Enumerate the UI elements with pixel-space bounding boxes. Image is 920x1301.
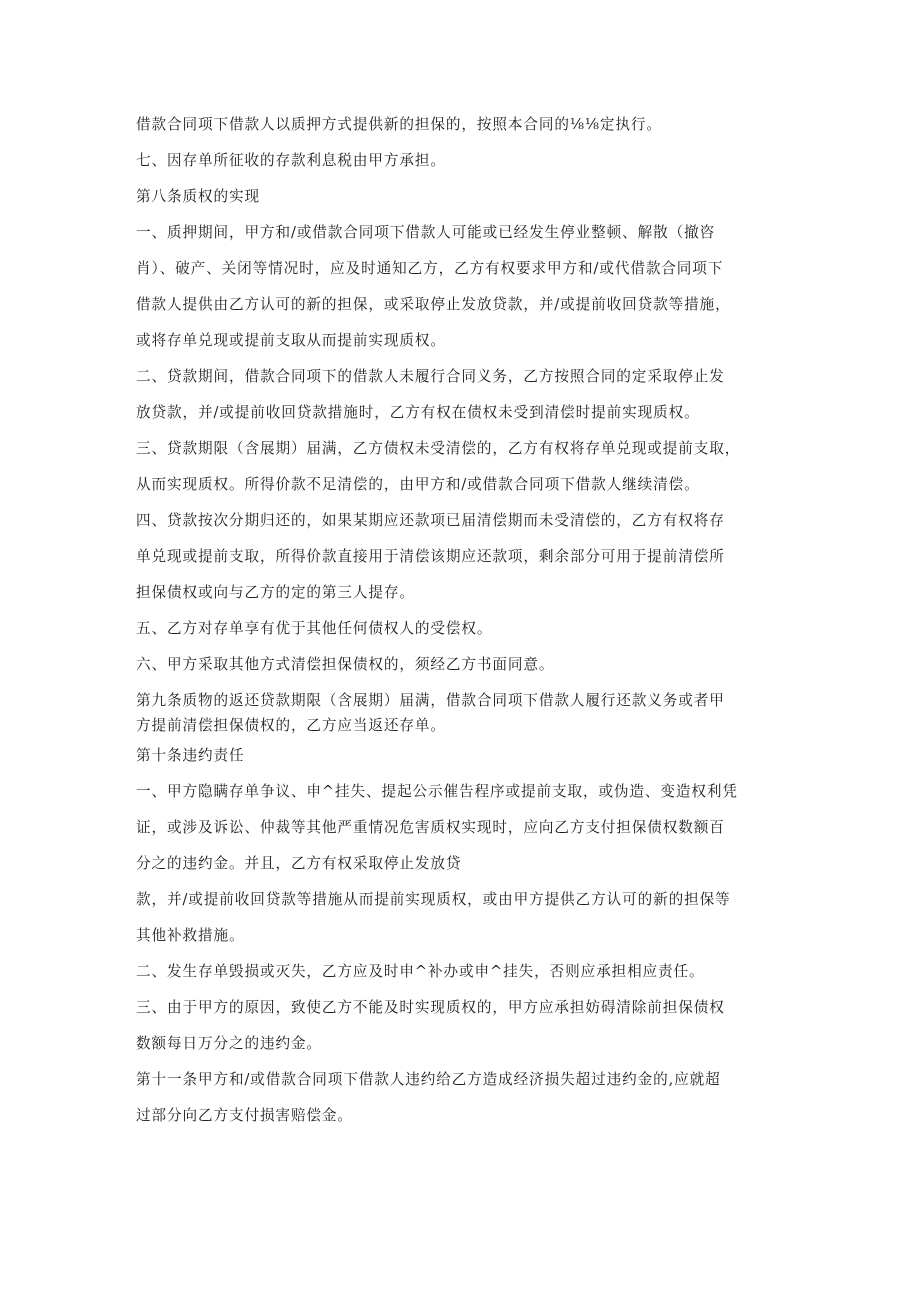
section-heading: 第八条质权的实现	[136, 188, 260, 205]
text-line: 三、由于甲方的原因，致使乙方不能及时实现质权的，甲方应承担妨碍清除前担保债权	[136, 999, 725, 1016]
text-line: 其他补救措施。	[136, 927, 245, 944]
section-heading: 第十一条甲方和/或借款合同项下借款人违约给乙方造成经济损失超过违约金的,应就超	[136, 1071, 721, 1088]
text-line: 六、甲方采取其他方式清偿担保债权的，须经乙方书面同意。	[136, 656, 555, 673]
text-line: 借款人提供由乙方认可的新的担保，或采取停止发放贷款，并/或提前收回贷款等措施，	[136, 296, 731, 313]
text-line: 二、贷款期间，借款合同项下的借款人未履行合同义务，乙方按照合同的定采取停止发	[136, 368, 725, 385]
text-line: 放贷款，并/或提前收回贷款措施时，乙方有权在债权未受到清偿时提前实现质权。	[136, 404, 700, 421]
text-line: 从而实现质权。所得价款不足清偿的，由甲方和/或借款合同项下借款人继续清偿。	[136, 476, 700, 493]
text-line: 三、贷款期限（含展期）届满，乙方债权未受清偿的，乙方有权将存单兑现或提前支取，	[136, 440, 741, 457]
text-line: 一、质押期间，甲方和/或借款合同项下借款人可能或已经发生停业整顿、解散（撤咨	[136, 224, 716, 241]
text-line: 单兑现或提前支取，所得价款直接用于清偿该期应还款项，剩余部分可用于提前清偿所	[136, 548, 725, 565]
text-line: 肖）、破产、关闭等情况时，应及时通知乙方，乙方有权要求甲方和/或代借款合同项下	[136, 260, 724, 277]
text-line: 方提前清偿担保债权的，乙方应当返还存单。	[136, 717, 446, 734]
section-heading: 第九条质物的返还贷款期限（含展期）届满，借款合同项下借款人履行还款义务或者甲	[136, 692, 725, 709]
text-line: 担保债权或向与乙方的定的第三人提存。	[136, 584, 415, 601]
text-line: 二、发生存单毁损或灭失，乙方应及时申^补办或申^挂失，否则应承担相应责任。	[136, 963, 705, 980]
text-line: 借款合同项下借款人以质押方式提供新的担保的，按照本合同的⅛⅛定执行。	[136, 116, 662, 133]
section-heading: 第十条违约责任	[136, 747, 245, 764]
text-line: 或将存单兑现或提前支取从而提前实现质权。	[136, 332, 446, 349]
text-line: 四、贷款按次分期归还的，如果某期应还款项已届清偿期而未受清偿的，乙方有权将存	[136, 512, 725, 529]
text-line: 一、甲方隐瞒存单争议、申^挂失、提起公示催告程序或提前支取，或伪造、变造权利凭	[136, 783, 738, 800]
document-page	[136, 107, 796, 1134]
text-line: 证，或涉及诉讼、仲裁等其他严重情况危害质权实现时，应向乙方支付担保债权数额百	[136, 819, 725, 836]
text-line: 款，并/或提前收回贷款等措施从而提前实现质权，或由甲方提供乙方认可的新的担保等	[136, 891, 731, 908]
text-line: 分之的违约金。并且，乙方有权采取停止发放贷	[136, 855, 462, 872]
text-line: 五、乙方对存单享有优于其他任何债权人的受偿权。	[136, 620, 493, 637]
text-line: 数额每日万分之的违约金。	[136, 1035, 322, 1052]
text-line: 七、因存单所征收的存款利息税由甲方承担。	[136, 152, 446, 169]
text-line: 过部分向乙方支付损害赔偿金。	[136, 1107, 353, 1124]
